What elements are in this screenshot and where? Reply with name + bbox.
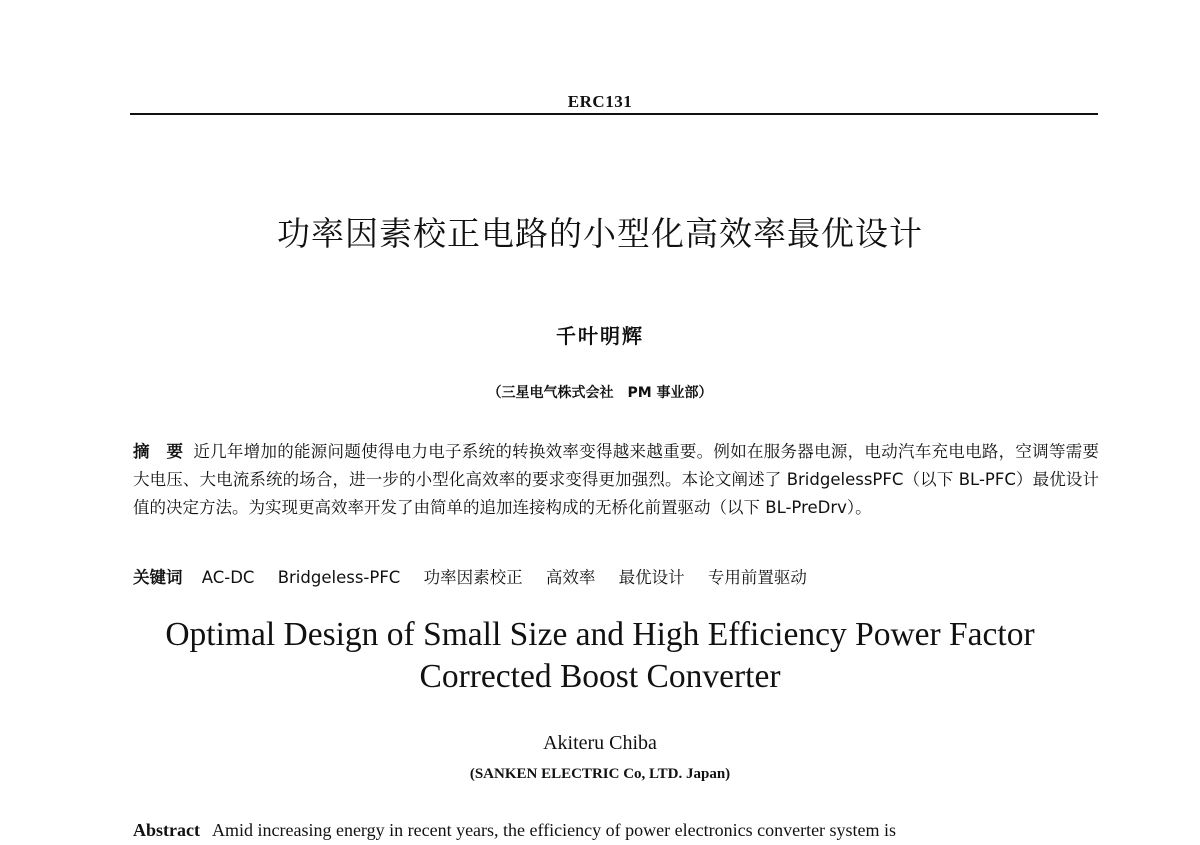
keyword: Bridgeless-PFC [277,568,401,587]
english-title [0,614,1200,698]
english-title-line-2: Corrected Boost Converter [419,658,781,695]
keyword: 专用前置驱动 [707,568,807,587]
chinese-affiliation: （三星电气株式会社 PM 事业部） [487,385,713,401]
english-title-line-1: Optimal Design of Small Size and High Efficiency Power Factor [165,616,1035,653]
keyword: 最优设计 [618,568,685,587]
english-author: Akiteru Chiba [543,732,657,754]
journal-code: ERC131 [567,92,633,111]
chinese-abstract-label: 摘 要 [133,442,184,461]
english-abstract-label: Abstract [133,820,200,840]
english-affiliation: (SANKEN ELECTRIC Co, LTD. Japan) [469,766,731,782]
chinese-abstract [133,438,1099,522]
chinese-keywords [133,564,1099,588]
keyword: 高效率 [545,568,596,587]
header-rule [130,113,1098,115]
keyword: 功率因素校正 [423,568,523,587]
chinese-keywords-label: 关键词 [133,568,183,587]
keyword: AC-DC [201,568,255,587]
english-abstract [133,820,1099,841]
chinese-abstract-text: 近几年增加的能源问题使得电力电子系统的转换效率变得越来越重要。例如在服务器电源，电动汽车充电电路，空调等需要大电压、大电流系统的场合，进一步的小型化高效率的要求变得更加强烈。本论文阐述了 BridgelessPFC（以下 BL-PFC）最优设计值的决定方法。为实现更高效率开发了由简单的追加连接构成的无桥化前置驱动（以下 BL-PreDrv）。 [133,442,1100,517]
chinese-author: 千叶明辉 [556,324,644,348]
english-abstract-text: Amid increasing energy in recent years, the efficiency of power electronics converter system is [211,820,897,840]
chinese-title: 功率因素校正电路的小型化高效率最优设计 [277,214,923,253]
